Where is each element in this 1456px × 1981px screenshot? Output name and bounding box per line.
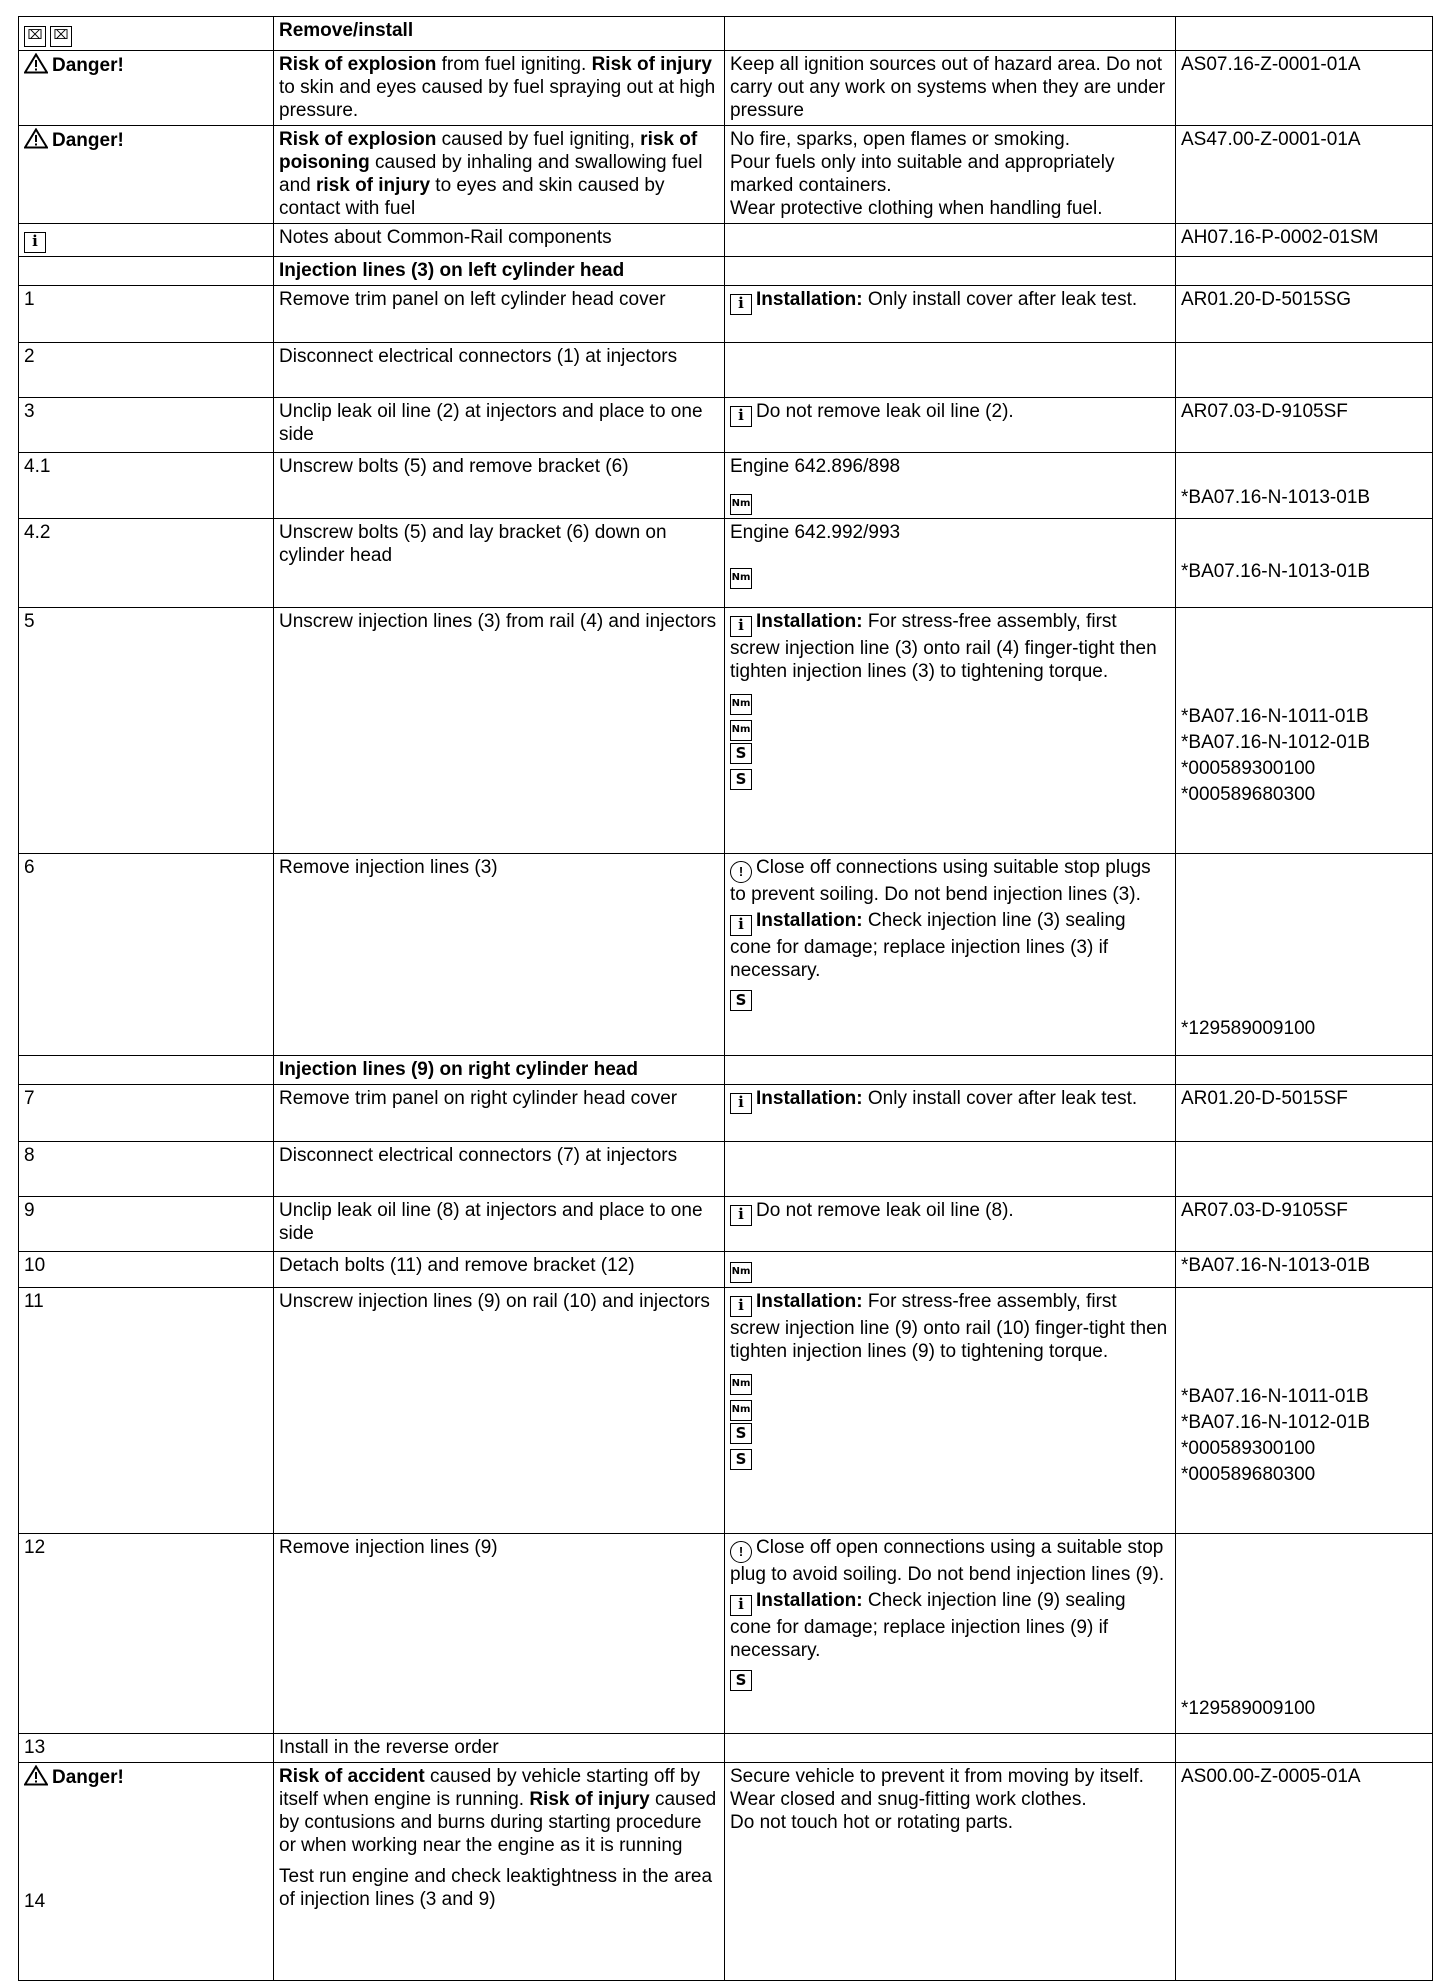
danger-row <box>19 51 1433 126</box>
step-ref[interactable]: *BA07.16-N-1011-01B <box>1181 706 1369 727</box>
danger-measures: No fire, sparks, open flames or smoking. Pour fuels only into suitable and appropriately marked containers. Wear protective clothing when handling fuel. <box>725 126 1176 224</box>
danger-ref: AS07.16-Z-0001-01A <box>1176 51 1433 126</box>
step-ref[interactable]: *BA07.16-N-1013-01B <box>1181 561 1371 582</box>
danger-measures: Keep all ignition sources out of hazard area. Do not carry out any work on systems when they are under pressure <box>725 51 1176 126</box>
info-icon: i <box>730 406 752 427</box>
danger-risk-text: Risk of explosion caused by fuel igniting, risk of poisoning caused by inhaling and swallowing fuel and risk of injury to eyes and skin caused by contact with fuel <box>274 126 725 224</box>
step-installation-note: i Installation: Only install cover after leak test. <box>725 1085 1176 1142</box>
step-info-note: i Do not remove leak oil line (8). <box>725 1197 1176 1252</box>
step-ref[interactable]: *000589300100 <box>1181 758 1316 779</box>
danger-ref: AS47.00-Z-0001-01A <box>1176 126 1433 224</box>
header-row <box>19 17 1433 51</box>
header-icons <box>24 26 72 47</box>
step-ref[interactable]: AR01.20-D-5015SF <box>1176 1085 1433 1142</box>
step-ref[interactable]: AR07.03-D-9105SF <box>1176 1197 1433 1252</box>
step-action: Remove trim panel on right cylinder head cover <box>274 1085 725 1142</box>
step-row <box>19 608 1433 854</box>
procedure-table <box>18 16 1433 1981</box>
step-row <box>19 1197 1433 1252</box>
step-number: 5 <box>19 608 274 854</box>
step-number: 1 <box>19 286 274 343</box>
danger-label: Danger! <box>52 130 124 151</box>
step-row <box>19 1734 1433 1763</box>
step-ref[interactable]: *BA07.16-N-1012-01B <box>1181 1412 1371 1433</box>
torque-nm-icon: Nm <box>730 494 752 515</box>
info-icon: i <box>730 616 752 637</box>
step-row <box>19 343 1433 398</box>
step-caution-note: ! Close off open connections using a suitable stop plug to avoid soiling. Do not bend injection lines (9). <box>730 1537 1165 1585</box>
torque-nm-icon: Nm <box>730 568 752 589</box>
step-action: Unscrew bolts (5) and remove bracket (6) <box>274 453 725 519</box>
warning-triangle-icon <box>24 128 48 155</box>
engine-variant: Engine 642.992/993 <box>730 522 901 543</box>
danger-ref: AS00.00-Z-0005-01A <box>1176 1763 1433 1981</box>
warning-triangle-icon <box>24 1765 48 1792</box>
caution-icon: ! <box>730 861 752 883</box>
step-installation-note: i Installation: Check injection line (9) sealing cone for damage; replace injection lines (9) if necessary. <box>730 1590 1126 1661</box>
special-tool-icon: S <box>730 1449 752 1470</box>
info-icon: i <box>730 1595 752 1616</box>
step-row <box>19 854 1433 1056</box>
procedure-document <box>18 16 1432 1981</box>
step-ref[interactable]: AR01.20-D-5015SG <box>1176 286 1433 343</box>
notes-ref[interactable]: AH07.16-P-0002-01SM <box>1176 224 1433 257</box>
special-tool-icon: S <box>730 990 752 1011</box>
step-action: Unscrew injection lines (3) from rail (4) and injectors <box>274 608 725 854</box>
section-header-left <box>19 257 1433 286</box>
step-ref[interactable]: *BA07.16-N-1013-01B <box>1181 487 1371 508</box>
remove-icon: ⌧ <box>24 26 46 47</box>
final-danger-row <box>19 1763 1433 1981</box>
step-info-note: i Do not remove leak oil line (2). <box>725 398 1176 453</box>
step-installation-note: i Installation: Only install cover after leak test. <box>725 286 1176 343</box>
step-number: 7 <box>19 1085 274 1142</box>
step-row <box>19 453 1433 519</box>
special-tool-icon: S <box>730 1423 752 1444</box>
info-icon: i <box>730 1296 752 1317</box>
step-installation-note: i Installation: Check injection line (3) sealing cone for damage; replace injection lines (3) if necessary. <box>730 910 1126 981</box>
step-caution-note: ! Close off connections using suitable stop plugs to prevent soiling. Do not bend injection lines (3). <box>730 857 1151 905</box>
section-header-right <box>19 1056 1433 1085</box>
danger-label: Danger! <box>52 55 124 76</box>
engine-variant: Engine 642.896/898 <box>730 456 901 477</box>
step-ref[interactable]: *000589300100 <box>1181 1438 1316 1459</box>
torque-nm-icon: Nm <box>730 720 752 741</box>
torque-nm-icon: Nm <box>730 1262 752 1283</box>
info-icon: i <box>24 232 46 253</box>
step-action: Remove injection lines (9) <box>274 1534 725 1734</box>
step-ref[interactable]: AR07.03-D-9105SF <box>1176 398 1433 453</box>
danger-risk-text: Risk of accident caused by vehicle starting off by itself when engine is running. Risk of injury caused by contusions and burns during starting procedure or when working near the engine as it is running <box>279 1766 717 1856</box>
special-tool-icon: S <box>730 769 752 790</box>
step-ref[interactable]: *000589680300 <box>1181 1464 1316 1485</box>
step-number: 4.1 <box>19 453 274 519</box>
info-icon: i <box>730 1093 752 1114</box>
torque-nm-icon: Nm <box>730 1400 752 1421</box>
step-row <box>19 1288 1433 1534</box>
step-action: Test run engine and check leaktightness in the area of injection lines (3 and 9) <box>279 1866 713 1910</box>
step-action: Disconnect electrical connectors (7) at injectors <box>274 1142 725 1197</box>
step-number: 4.2 <box>19 519 274 608</box>
step-number: 14 <box>24 1891 46 1912</box>
danger-label: Danger! <box>52 1767 124 1788</box>
info-icon: i <box>730 294 752 315</box>
step-action: Remove injection lines (3) <box>274 854 725 1056</box>
step-row <box>19 1085 1433 1142</box>
step-action: Install in the reverse order <box>274 1734 725 1763</box>
special-tool-icon: S <box>730 743 752 764</box>
step-action: Unclip leak oil line (8) at injectors and place to one side <box>274 1197 725 1252</box>
step-number: 3 <box>19 398 274 453</box>
step-ref[interactable]: *BA07.16-N-1011-01B <box>1181 1386 1369 1407</box>
danger-risk-text: Risk of explosion from fuel igniting. Risk of injury to skin and eyes caused by fuel spraying out at high pressure. <box>274 51 725 126</box>
section-title: Injection lines (3) on left cylinder head <box>274 257 725 286</box>
step-number: 2 <box>19 343 274 398</box>
step-number: 11 <box>19 1288 274 1534</box>
step-row <box>19 398 1433 453</box>
danger-measures: Secure vehicle to prevent it from moving by itself. Wear closed and snug-fitting work clothes. Do not touch hot or rotating parts. <box>725 1763 1176 1981</box>
danger-row <box>19 126 1433 224</box>
info-icon: i <box>730 915 752 936</box>
step-number: 9 <box>19 1197 274 1252</box>
step-ref[interactable]: *129589009100 <box>1181 1018 1316 1039</box>
step-ref[interactable]: *BA07.16-N-1013-01B <box>1176 1252 1433 1288</box>
step-action: Disconnect electrical connectors (1) at injectors <box>274 343 725 398</box>
step-installation-note: i Installation: For stress-free assembly, first screw injection line (9) onto rail (10) finger-tight then tighten injection lines (9) to tightening torque. <box>730 1291 1168 1362</box>
install-icon: ⌧ <box>50 26 72 47</box>
info-icon: i <box>730 1205 752 1226</box>
special-tool-icon: S <box>730 1670 752 1691</box>
caution-icon: ! <box>730 1541 752 1563</box>
warning-triangle-icon <box>24 53 48 80</box>
step-row <box>19 1252 1433 1288</box>
step-number: 8 <box>19 1142 274 1197</box>
step-ref[interactable]: *129589009100 <box>1181 1698 1316 1719</box>
step-number: 6 <box>19 854 274 1056</box>
step-installation-note: i Installation: For stress-free assembly, first screw injection line (3) onto rail (4) finger-tight then tighten injection lines (3) to tightening torque. <box>730 611 1157 682</box>
step-row <box>19 1534 1433 1734</box>
step-ref[interactable]: *BA07.16-N-1012-01B <box>1181 732 1371 753</box>
step-row <box>19 1142 1433 1197</box>
page-title: Remove/install <box>279 20 414 41</box>
step-action: Detach bolts (11) and remove bracket (12) <box>274 1252 725 1288</box>
torque-nm-icon: Nm <box>730 1374 752 1395</box>
step-number: 12 <box>19 1534 274 1734</box>
step-number: 13 <box>19 1734 274 1763</box>
step-action: Unscrew bolts (5) and lay bracket (6) down on cylinder head <box>274 519 725 608</box>
step-row <box>19 286 1433 343</box>
step-action: Remove trim panel on left cylinder head cover <box>274 286 725 343</box>
step-ref[interactable]: *000589680300 <box>1181 784 1316 805</box>
step-action: Unclip leak oil line (2) at injectors and place to one side <box>274 398 725 453</box>
section-title: Injection lines (9) on right cylinder head <box>274 1056 725 1085</box>
torque-nm-icon: Nm <box>730 694 752 715</box>
step-action: Unscrew injection lines (9) on rail (10) and injectors <box>274 1288 725 1534</box>
notes-link[interactable]: Notes about Common-Rail components <box>274 224 725 257</box>
step-number: 10 <box>19 1252 274 1288</box>
step-row <box>19 519 1433 608</box>
notes-row <box>19 224 1433 257</box>
